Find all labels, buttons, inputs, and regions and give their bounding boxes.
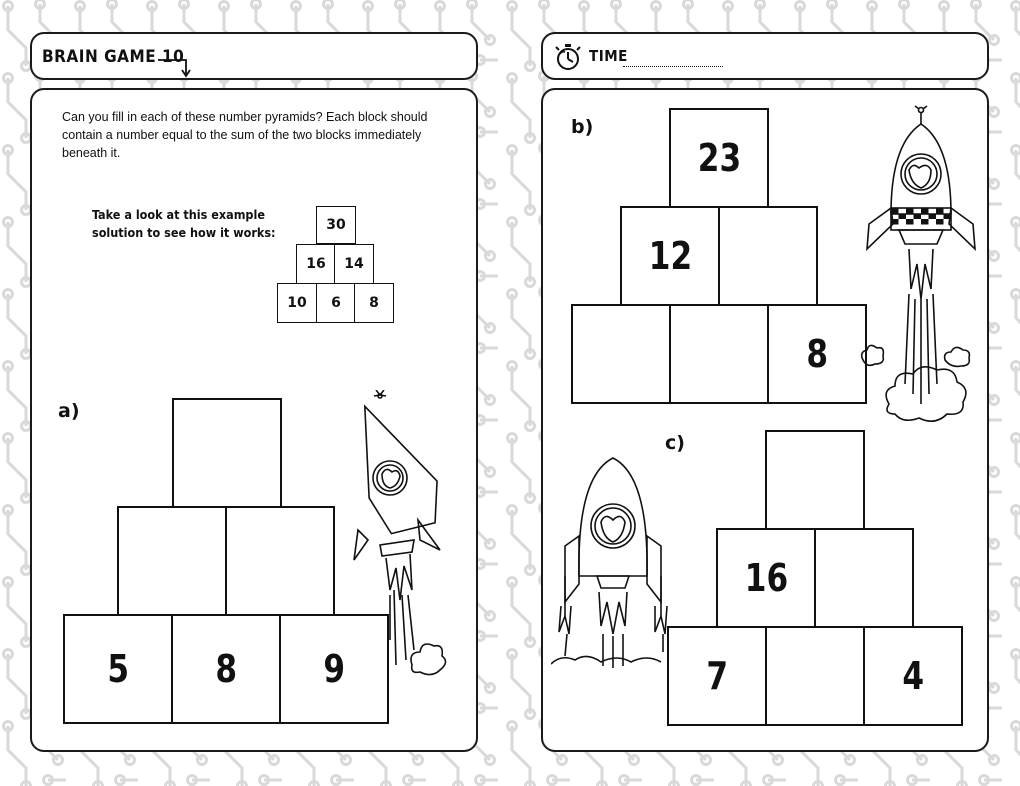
- pyramid-c-middle-block: 16: [716, 528, 816, 628]
- example-block-bottom: 6: [316, 283, 356, 323]
- pyramid-c-bottom-block: 4: [863, 626, 963, 726]
- circuit-trace: [1012, 576, 1020, 647]
- pyramid-b-label: b): [571, 116, 594, 138]
- example-caption-line1: Take a look at this example: [92, 207, 265, 222]
- example-block-bottom: 10: [277, 283, 317, 323]
- pyramid-a-bottom-block: 8: [171, 614, 281, 724]
- rocket-mouse-illustration: [551, 456, 671, 676]
- right-header-bar: [541, 32, 989, 80]
- rocket-mouse-illustration: [350, 390, 460, 690]
- circuit-trace: [1012, 0, 1020, 71]
- time-write-line: [623, 66, 723, 67]
- pyramid-b-middle-block: 12: [620, 206, 720, 306]
- pyramid-a-middle-block[interactable]: [225, 506, 335, 616]
- example-block-middle: 16: [296, 244, 336, 284]
- pyramid-c-label: c): [665, 432, 685, 454]
- pyramid-c-middle-block[interactable]: [814, 528, 914, 628]
- pyramid-b-bottom-block[interactable]: [571, 304, 671, 404]
- pyramid-a-bottom-block: 5: [63, 614, 173, 724]
- pyramid-a-label: a): [58, 400, 80, 422]
- stopwatch-icon: [553, 42, 583, 72]
- example-caption: [92, 206, 276, 242]
- arrow-down-right-icon: [156, 56, 196, 78]
- circuit-trace: [1012, 432, 1020, 503]
- pyramid-a-top-block[interactable]: [172, 398, 282, 508]
- pyramid-a-bottom-block: 9: [279, 614, 389, 724]
- example-block-top: 30: [316, 206, 356, 244]
- instructions-text: Can you fill in each of these number pyramids? Each block should contain a number equal to the sum of the two blocks immediately beneath it.: [62, 110, 428, 160]
- pyramid-b-bottom-block: 8: [767, 304, 867, 404]
- circuit-trace: [1012, 288, 1020, 359]
- circuit-trace: [1012, 648, 1020, 719]
- example-block-bottom: 8: [354, 283, 394, 323]
- pyramid-c-bottom-block: 7: [667, 626, 767, 726]
- circuit-trace: [1012, 72, 1020, 143]
- pyramid-c-bottom-block[interactable]: [765, 626, 865, 726]
- example-caption-line2: solution to see how it works:: [92, 225, 276, 240]
- circuit-trace: [1012, 216, 1020, 287]
- circuit-trace: [1012, 504, 1020, 575]
- pyramid-b-top-block: 23: [669, 108, 769, 208]
- circuit-trace: [1012, 720, 1020, 786]
- right-puzzle-panel: [541, 88, 989, 752]
- left-puzzle-panel: [30, 88, 478, 752]
- pyramid-c-top-block[interactable]: [765, 430, 865, 530]
- time-label: TIME: [589, 47, 628, 65]
- left-header-bar: [30, 32, 478, 80]
- circuit-trace: [1012, 360, 1020, 431]
- pyramid-b-bottom-block[interactable]: [669, 304, 769, 404]
- circuit-trace: [1012, 144, 1020, 215]
- example-block-middle: 14: [334, 244, 374, 284]
- brain-game-title: BRAIN GAME 10: [42, 47, 185, 67]
- pyramid-a-middle-block[interactable]: [117, 506, 227, 616]
- pyramid-b-middle-block[interactable]: [718, 206, 818, 306]
- rocket-mouse-illustration: [859, 104, 983, 454]
